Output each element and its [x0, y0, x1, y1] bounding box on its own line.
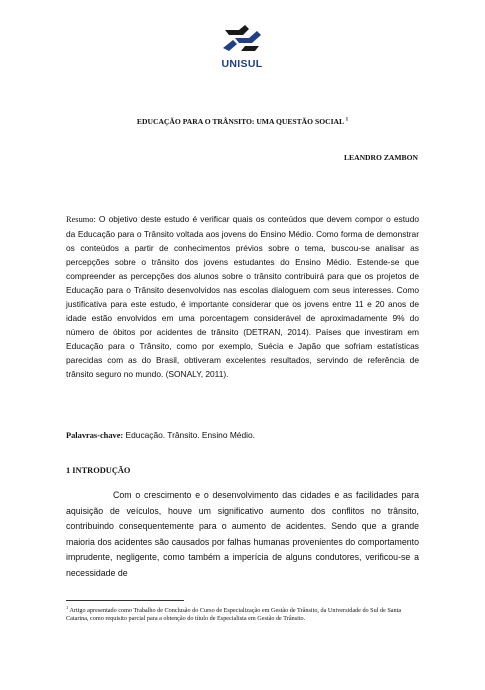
- unisul-logo: [207, 22, 277, 74]
- logo-wordmark: UNISUL: [221, 58, 263, 70]
- abstract-label: Resumo:: [66, 215, 96, 224]
- title-text: EDUCAÇÃO PARA O TRÂNSITO: UMA QUESTÃO SOCIAL: [136, 117, 344, 126]
- introduction-paragraph: Com o crescimento e o desenvolvimento das cidades e as facilidades para aquisição de veículos, houve um significativo aumento dos conflitos no trânsito, contribuindo consequentemente para o aumento de acidentes. Sendo que a grande maioria dos acidentes são causados por falhas humanas provenientes do comportamento imprudente, negligente, como também a imperícia de alguns condutores, verificou-se a necessidade de: [66, 490, 419, 578]
- abstract: [66, 212, 419, 381]
- keywords-label: Palavras-chave:: [66, 431, 124, 440]
- section-heading: 1 INTRODUÇÃO: [66, 466, 131, 475]
- footnote-text: Artigo apresentado como Trabalho de Conclusão do Curso de Especialização em Gestão de Trânsito, da Universidade do Sul de Santa Catarina, como requisito parcial para a obtenção do título de Especialista em Gestão de Trânsito.: [66, 607, 402, 623]
- abstract-text: O objetivo deste estudo é verificar quais os conteúdos que devem compor o estudo da Educação para o Trânsito voltada aos jovens do Ensino Médio. Como forma de demonstrar os conteúdos a partir de conhecimentos prévios sobre o tema, buscou-se analisar as percepções sobre o trânsito dos jovens estudantes do Ensino Médio. Estende-se que compreender as percepções dos alunos sobre o trânsito contribuirá para que os projetos de Educação para o Trânsito desenvolvidos nas escolas dialoguem com seus interesses. Como justificativa para este estudo, é importante considerar que os jovens entre 11 e 20 anos de idade estão envolvidos em uma porcentagem considerável de aproximadamente 9% do número de óbitos por acidentes de trânsito (DETRAN, 2014). Países que investiram em Educação para o Trânsito, como por exemplo, Suécia e Japão que sofriam estatísticas parecidas com as do Brasil, obtiveram excelentes resultados, servindo de referência de trânsito seguro no mundo. (SONALY, 2011).: [66, 214, 420, 379]
- footnote-divider: [66, 600, 184, 601]
- footnote: [66, 604, 419, 624]
- document-title: [60, 117, 425, 126]
- keywords-text: Educação. Trânsito. Ensino Médio.: [125, 430, 255, 440]
- keywords: [66, 430, 419, 440]
- footnote-number: 1: [66, 605, 69, 610]
- unisul-logo-icon: [219, 22, 265, 56]
- title-footnote-marker: 1: [345, 117, 349, 123]
- author-name: LEANDRO ZAMBON: [343, 153, 418, 162]
